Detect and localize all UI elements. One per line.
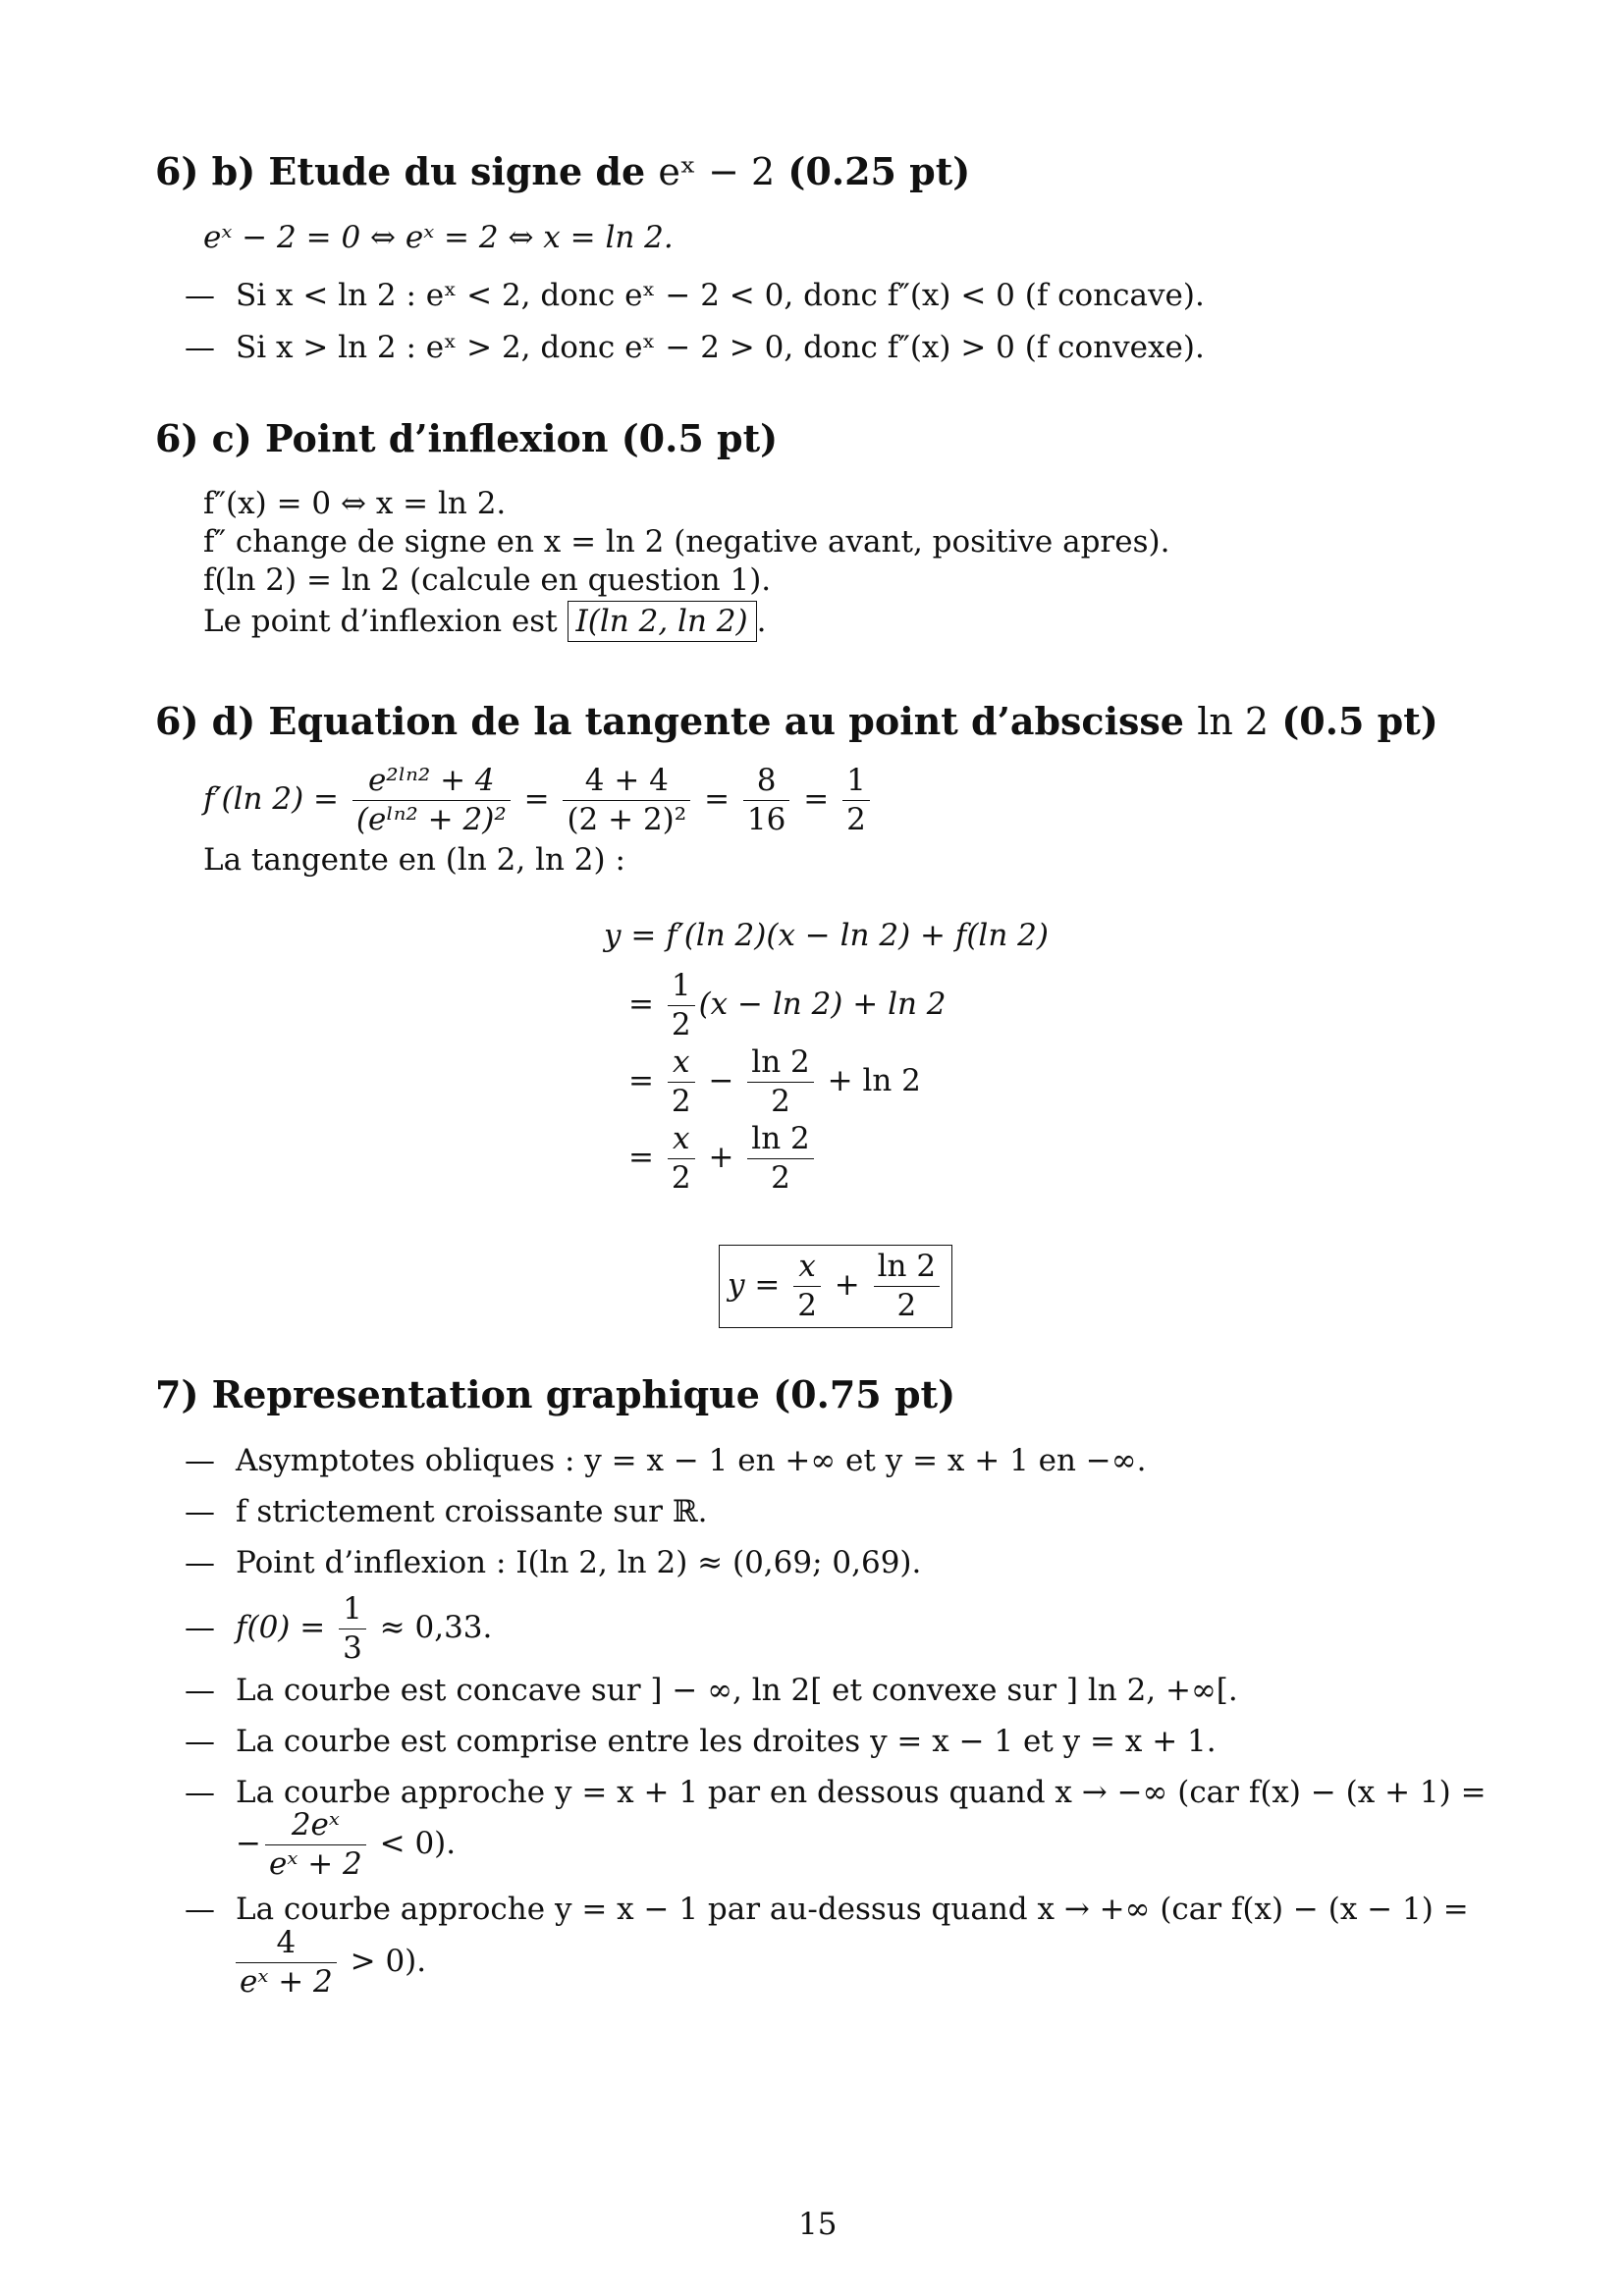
derivative-at-ln2: f′(ln 2) = $\frac{\text{e²ˡⁿ² + 4}}{\text{(eˡⁿ² + 2)²}}$ = $\frac{4 + 4}{\text{(2 + 2)²}}$ = $\frac{8}{16}$ = $\frac{1}{2}$ (203, 762, 874, 839)
fraction: $\frac{\text{2eˣ}}{\text{eˣ + 2}}$ (265, 1806, 366, 1884)
fraction: $\frac{4}{\text{eˣ + 2}}$ (236, 1924, 337, 2002)
tangent-row2: = $\frac{1}{2}$ (x − ln 2) + ln 2 (628, 968, 947, 1042)
section-7-title: 7) Representation graphique (0.75 pt) (155, 1372, 956, 1416)
section-6d-title-math: ln 2 (1197, 700, 1270, 743)
tangent-row1: y = f′(ln 2)(x − ln 2) + f(ln 2) (604, 918, 1049, 953)
section-7-bullet1: — Asymptotes obliques : y = x − 1 en +∞ et y = x + 1 en −∞. (185, 1443, 1147, 1478)
fraction: $\frac{8}{16}$ (743, 762, 789, 839)
section-6b-points: (0.25 pt) (787, 149, 971, 193)
fraction: $\frac{\text{e²ˡⁿ² + 4}}{\text{(eˡⁿ² + 2)²}}$ (352, 762, 511, 839)
section-6b-title: 6) b) Etude du signe de eˣ − 2 (0.25 pt) (155, 149, 971, 193)
section-6d-points: (0.5 pt) (1281, 699, 1438, 743)
bullet-dash: — (185, 278, 215, 313)
tangent-row4: = $\frac{x}{2}$ + $\frac{\ln 2}{2}$ (628, 1120, 818, 1198)
fraction: $\frac{1}{3}$ (339, 1590, 366, 1668)
fraction: $\frac{1}{2}$ (842, 762, 870, 839)
section-6b-bullet2: — Si x > ln 2 : eˣ > 2, donc eˣ − 2 > 0, donc f″(x) > 0 (f convexe). (185, 330, 1205, 365)
section-6b-bullet1: — Si x < ln 2 : eˣ < 2, donc eˣ − 2 < 0, donc f″(x) < 0 (f concave). (185, 278, 1205, 313)
tangent-equation-box: y = $\frac{x}{2}$ + $\frac{\ln 2}{2}$ (719, 1245, 952, 1328)
section-7-bullet8-cont: $\frac{4}{\text{eˣ + 2}}$ > 0). (232, 1924, 426, 2002)
section-6c-line2: f″ change de signe en x = ln 2 (negative avant, positive apres). (203, 524, 1170, 560)
fraction: $\frac{1}{2}$ (668, 967, 695, 1044)
section-6c-line1: f″(x) = 0 ⇔ x = ln 2. (203, 486, 507, 521)
fraction: $\frac{x}{2}$ (793, 1248, 821, 1325)
page-number: 15 (798, 2207, 838, 2242)
section-7-bullet7: — La courbe approche y = x + 1 par en dessous quand x → −∞ (car f(x) − (x + 1) = (185, 1775, 1487, 1810)
fraction: $\frac{\ln 2}{2}$ (874, 1248, 940, 1325)
section-7-bullet6: — La courbe est comprise entre les droites y = x − 1 et y = x + 1. (185, 1724, 1217, 1759)
section-7-bullet8: — La courbe approche y = x − 1 par au-dessus quand x → +∞ (car f(x) − (x − 1) = (185, 1892, 1469, 1927)
section-7-bullet2: — f strictement croissante sur ℝ. (185, 1494, 708, 1529)
section-7-bullet5: — La courbe est concave sur ] − ∞, ln 2[ et convexe sur ] ln 2, +∞[. (185, 1673, 1238, 1708)
section-6c-title: 6) c) Point d’inflexion (0.5 pt) (155, 416, 779, 460)
section-6c-line4: Le point d’inflexion est I(ln 2, ln 2) . (203, 601, 766, 642)
tangent-row3: = $\frac{x}{2}$ − $\frac{\ln 2}{2}$ + ln 2 (628, 1044, 921, 1119)
section-6d-title: 6) d) Equation de la tangente au point d’abscisse ln 2 (0.5 pt) (155, 699, 1438, 743)
section-6c-line3: f(ln 2) = ln 2 (calcule en question 1). (203, 562, 772, 598)
bullet-dash: — (185, 330, 215, 365)
fraction: $\frac{4 + 4}{\text{(2 + 2)²}}$ (563, 762, 690, 839)
fraction: $\frac{x}{2}$ (668, 1120, 695, 1198)
tangent-intro: La tangente en (ln 2, ln 2) : (203, 842, 625, 878)
fraction: $\frac{\ln 2}{2}$ (747, 1120, 813, 1198)
fraction: $\frac{x}{2}$ (668, 1043, 695, 1121)
section-6b-title-math: eˣ − 2 (658, 150, 776, 193)
section-7-bullet7-cont: − $\frac{\text{2eˣ}}{\text{eˣ + 2}}$ < 0). (236, 1807, 457, 1882)
section-7-bullet3: — Point d’inflexion : I(ln 2, ln 2) ≈ (0,69; 0,69). (185, 1545, 922, 1580)
section-6b-line1: eˣ − 2 = 0 ⇔ eˣ = 2 ⇔ x = ln 2. (203, 220, 674, 255)
section-7-bullet4: — f(0) = $\frac{1}{3}$ ≈ 0,33. (185, 1591, 493, 1666)
inflection-point-box: I(ln 2, ln 2) (568, 601, 757, 642)
fraction: $\frac{\ln 2}{2}$ (747, 1043, 813, 1121)
